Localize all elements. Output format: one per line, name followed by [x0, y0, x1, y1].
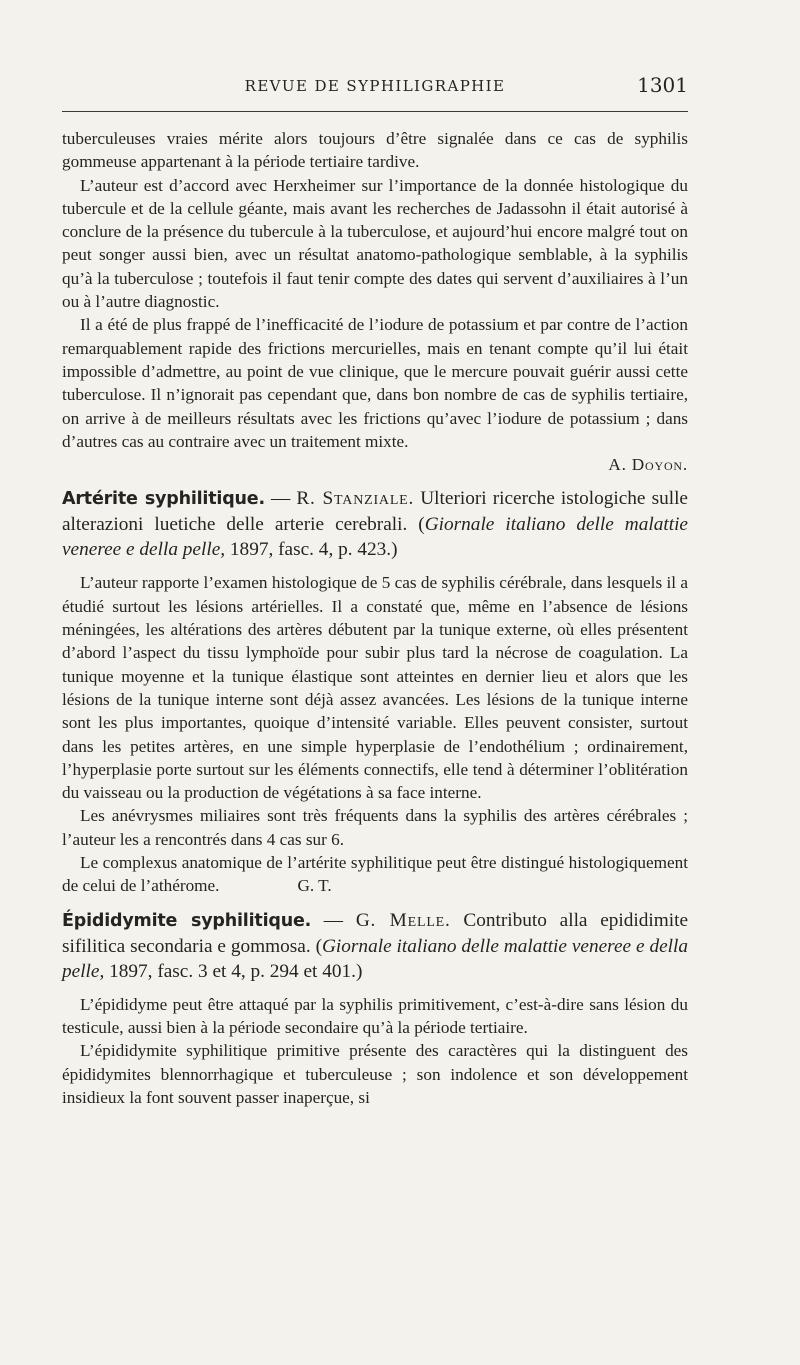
paragraph: Il a été de plus frappé de l’inefficacité de l’iodure de potassium et par contre de l’action remarquablement rapide des frictions mercurielles, mais en tenant compte qu’il lui était impossible d’admettre, au point de vue clinique, que le mercure pouvait guérir aussi cette tuberculose. Il n’ignorait pas cependant que, dans bon nombre de cas de syphilis tertiaire, on arrive à de meilleurs résultats avec les frictions qu’avec l’iodure de potassium ; dans d’autres cas au contraire avec un traitement mixte. — [62, 315, 688, 451]
article-author: R. Stanziale. — [296, 488, 415, 510]
journal-citation: Giornale italiano delle malattie veneree e della pelle, — [62, 514, 688, 561]
paragraph: tuberculeuses vraies mérite alors toujours d’être signalée dans ce cas de syphilis gommeuse appartenant à la période tertiaire tardive. — [62, 129, 688, 172]
paragraph: L’auteur rapporte l’examen histologique de 5 cas de syphilis cérébrale, dans lesquels il a étudié surtout les lésions artérielles. Il a constaté que, même en l’absence de lésions méningées, les altérations des artères débutent par la tunique externe, où elles présentent d’abord l’aspect du tissu lymphoïde pour subir plus tard la nécrose de coagulation. La tunique moyenne et la tunique élastique sont atteintes en dernier lieu et alors que les lésions de la tunique interne sont déjà assez avancées. Les lésions de la tunique interne sont les plus importantes, quoique d’intensité variable. Elles peuvent consister, surtout dans les petites artères, en une simple hyperplasie de l’endothélium ; ordinairement, l’hyperplasie porte surtout sur les éléments connectifs, elle tend à déterminer l’oblitération du vaisseau ou la production de végétations à sa face interne. — [62, 573, 688, 803]
page-header — [62, 73, 688, 103]
article-heading-arterite: Artérite syphilitique. — R. Stanziale. Ulteriori ricerche istologiche sulle alterazioni luetiche delle arterie cerebrali. (Giornale italiano delle malattie veneree e della pelle, 1897, fasc. 4, p. 423.) — [62, 488, 688, 561]
header-rule — [62, 111, 688, 112]
paragraph: Les anévrysmes miliaires sont très fréquents dans la syphilis des artères cérébrales ; l’auteur les a rencontrés dans 4 cas sur 6. — [62, 806, 688, 849]
article-title: Artérite syphilitique. — [62, 489, 265, 510]
article-title: Épididymite syphilitique. — [62, 910, 312, 931]
page-body — [62, 127, 688, 1109]
signature-doyon: A. Doyon. — [608, 455, 688, 475]
signature-gt: G. T. — [297, 876, 332, 896]
article-heading-epididymite: Épididymite syphilitique. — G. Melle. Contributo alla epididimite sifilitica secondaria e gommosa. (Giornale italiano delle malattie veneree e della pelle, 1897, fasc. 3 et 4, p. 294 et 401.) — [62, 909, 689, 982]
journal-citation: Giornale italiano delle malattie veneree e della pelle, — [62, 935, 688, 982]
paragraph: Le complexus anatomique de l’artérite syphilitique peut être distingué histologiquement de celui de l’athérome. G. T. — [62, 851, 688, 898]
paragraph: L’auteur est d’accord avec Herxheimer sur l’importance de la donnée histologique du tubercule et de la cellule géante, mais avant les recherches de Jadassohn il était autorisé à conclure de la présence du tubercule à la tuberculose, et aujourd’hui encore malgré tout on peut songer aussi bien, avec un résultat anatomo-pathologique semblable, à la syphilis qu’à la tuberculose ; toutefois il faut tenir compte des dates qui servent d’auxiliaires à l’un ou à l’autre diagnostic. — [62, 175, 688, 312]
page-number: 1301 — [637, 73, 688, 97]
paragraph: L’épididymite syphilitique primitive présente des caractères qui la distinguent des épididymites blennorrhagique et tuberculeuse ; son indolence et son développement insidieux la font souvent passer inaperçue, si — [62, 1041, 688, 1107]
paragraph: L’épididyme peut être attaqué par la syphilis primitivement, c’est-à-dire sans lésion du testicule, aussi bien à la période secondaire qu’à la période tertiaire. — [62, 994, 688, 1037]
running-title: REVUE DE SYPHILIGRAPHIE — [244, 77, 506, 95]
article-author: G. Melle. — [355, 909, 451, 931]
